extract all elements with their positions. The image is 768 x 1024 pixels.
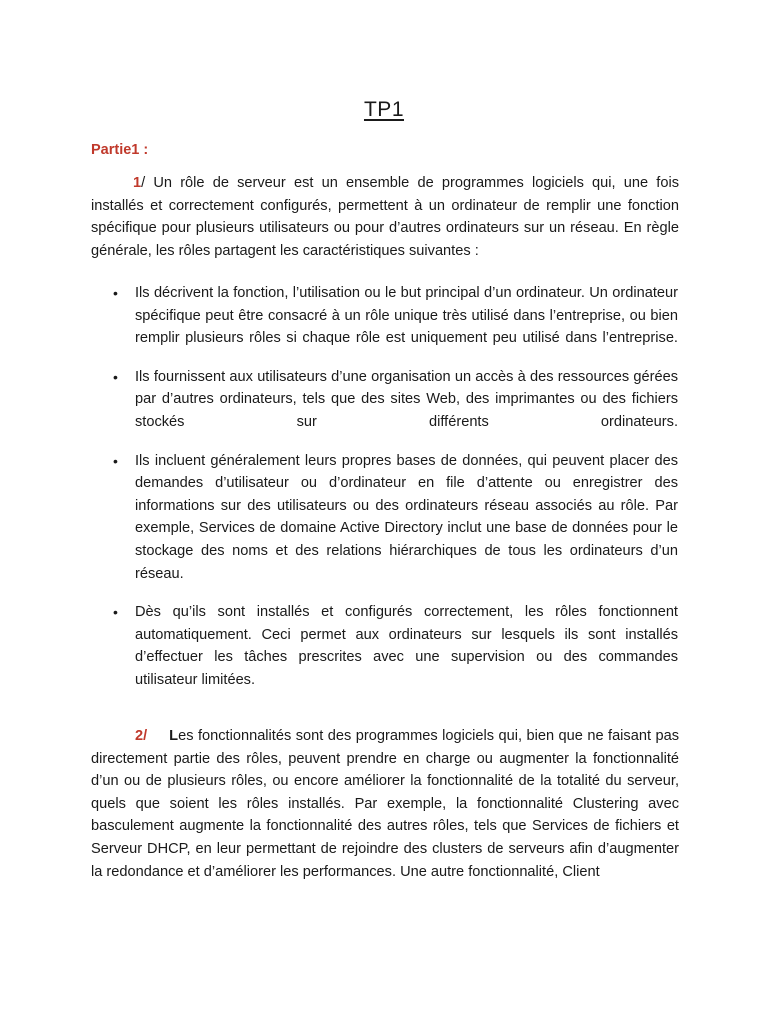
- intro-paragraph: [91, 172, 679, 262]
- bullet-text: Ils fournissent aux utilisateurs d’une organisation un accès à des ressources gérées par d’autres ordinateurs, tels que des sites Web, des imprimantes ou des fichiers stockés sur différents ordinateurs.: [135, 368, 678, 430]
- intro-number: 1: [133, 175, 142, 191]
- list-item: [113, 450, 678, 586]
- intro-text: / Un rôle de serveur est un ensemble de programmes logiciels qui, une fois installés et correctement configurés, permettent à un ordinateur de remplir une fonction spécifique pour plusieurs utilisateurs ou pour d’autres ordinateurs sur un réseau. En règle générale, les rôles partagent les caractéristiques suivantes :: [91, 175, 679, 259]
- part2-number: 2/: [135, 728, 148, 744]
- bullet-list: [113, 282, 678, 708]
- list-item: [113, 282, 678, 350]
- list-item: [113, 601, 678, 691]
- bullet-icon: •: [113, 452, 118, 469]
- bullet-icon: •: [113, 604, 118, 621]
- list-item: [113, 366, 678, 434]
- part2-paragraph: [91, 725, 679, 883]
- bullet-icon: •: [113, 368, 118, 385]
- bullet-icon: •: [113, 285, 118, 301]
- page-title: TP1: [363, 98, 404, 121]
- section-label: Partie1 :: [91, 142, 149, 158]
- part2-first-letter: L: [169, 728, 179, 744]
- bullet-text: Ils incluent généralement leurs propres bases de données, qui peuvent placer des demandes d’utilisateur ou d’ordinateur en file d’attente ou enregistrer des informations sur des utilisateurs ou des ordinateurs réseau associés au rôle. Par exemple, Services de domaine Active Directory inclut une base de données pour le stockage des noms et des relations hiérarchiques de tous les ordinateurs d’un réseau.: [135, 452, 678, 582]
- bullet-text: Dès qu’ils sont installés et configurés correctement, les rôles fonctionnent automatiquement. Ceci permet aux ordinateurs sur lesquels ils sont installés d’effectuer les tâches prescrites avec une supervision ou des commandes utilisateur limitées.: [135, 604, 678, 688]
- part2-text: es fonctionnalités sont des programmes logiciels qui, bien que ne faisant pas directement partie des rôles, peuvent prendre en charge ou augmenter la fonctionnalité d’un ou de plusieurs rôles, ou encore améliorer la fonctionnalité de la totalité du serveur, quels que soient les rôles installés. Par exemple, la fonctionnalité Clustering avec basculement augmente la fonctionnalité des autres rôles, tels que Services de fichiers et Serveur DHCP, en leur permettant de rejoindre des clusters de serveurs afin d’augmenter la redondance et d’améliorer les performances. Une autre fonctionnalité, Client: [91, 728, 679, 880]
- bullet-text: Ils décrivent la fonction, l’utilisation ou le but principal d’un ordinateur. Un ordinateur spécifique peut être consacré à un rôle unique très utilisé dans l’entreprise, ou bien remplir plusieurs rôles si chaque rôle est uniquement peu utilisé dans l’entreprise.: [135, 285, 678, 347]
